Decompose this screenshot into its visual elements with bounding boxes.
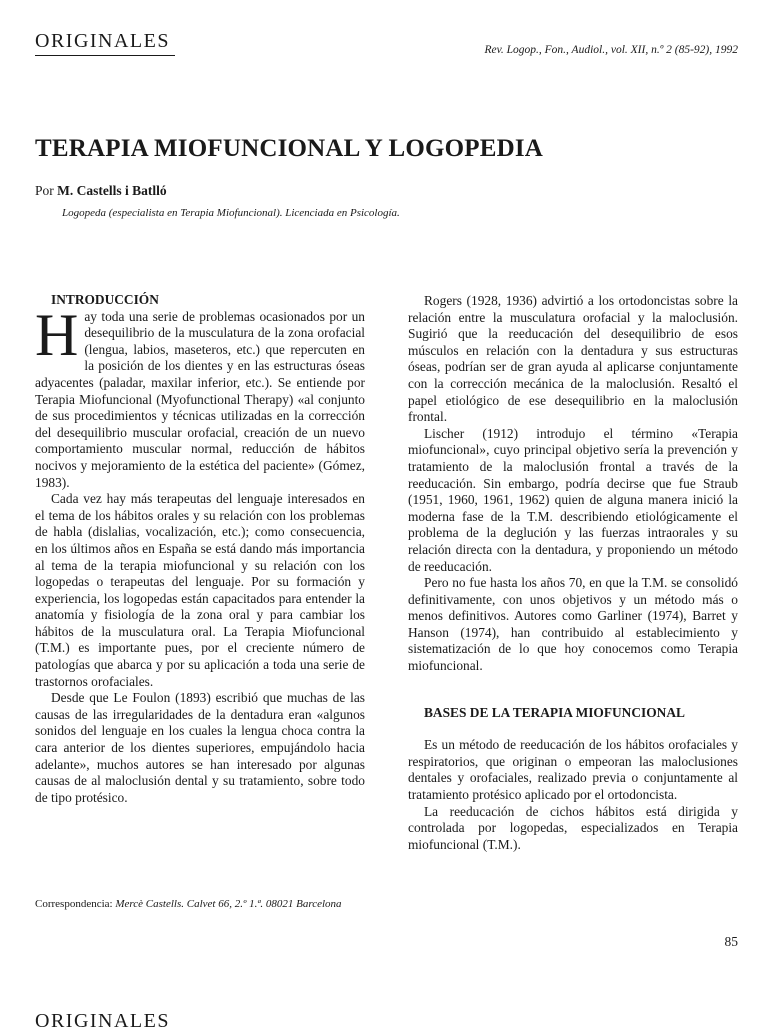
section-heading-bases: BASES DE LA TERAPIA MIOFUNCIONAL — [424, 704, 685, 720]
drop-cap: H — [35, 301, 79, 368]
paragraph-text: ay toda una serie de problemas ocasionados por un desequilibrio de la musculatura de la zona orofacial (lengua, labios, maseteros, etc.) que repercuten en la posición de los dientes y en las estructuras óseas adyacentes (paladar, maxilar inferior, etc.). Se entiende por Terapia Miofuncional (Myofunctional Therapy) «al conjunto de sus procedimientos y técnicas utilizadas en la corrección del desequilibrio muscular orofacial, creación de un nuevo comportamiento muscular normal, reducción de hábitos nocivos y mejoramiento de la estética del paciente» (Gómez, 1983). — [35, 308, 365, 490]
section-label: ORIGINALES — [35, 30, 170, 52]
article-title: TERAPIA MIOFUNCIONAL Y LOGOPEDIA — [35, 135, 544, 162]
paragraph: Pero no fue hasta los años 70, en que la T.M. se consolidó definitivamente, con unos objetivos y un método más o menos definitivos. Autores como Garliner (1974), Barret y Hanson (1974), han contribuido al establecimiento y sistematización de lo que hoy conocemos como Terapia miofuncional. — [408, 575, 738, 674]
paragraph: Rogers (1928, 1936) advirtió a los ortodoncistas sobre la relación entre la musculatura orofacial y la maloclusión. Sugirió que la reeducación del desequilibrio de esos músculos en relación con la dentadura y sus estructuras óseas, podrían ser de gran ayuda al aplicarse conjuntamente con la corrección mecánica de la maloclusión. Resaltó el papel etiológico de ese desequilibrio en la maloclusión frontal. — [408, 293, 738, 425]
section-heading-introduccion: INTRODUCCIÓN — [51, 292, 159, 307]
page-number: 85 — [724, 934, 738, 949]
paragraph: La reeducación de cichos hábitos está dirigida y controlada por logopedas, especializados en Terapia miofuncional (T.M.). — [408, 803, 738, 852]
correspondence-address: Mercè Castells. Calvet 66, 2.º 1.ª. 08021 Barcelona — [115, 898, 342, 910]
author-name: M. Castells i Batlló — [57, 183, 167, 198]
paragraph: Cada vez hay más terapeutas del lenguaje interesados en el tema de los hábitos orales y su relación con los problemas de habla (dislalias, vocalización, etc.); como consecuencia, en los últimos años en España se está dando más importancia al tema de la terapia miofuncional y su relación con los logopedas o terapeutas del lenguaje. Por su formación y experiencia, los logopedas están capacitados para entender la anatomía y fisiología de la zona oral y para cambiar los hábitos de la musculatura oral. La Terapia Miofuncional (T.M.) es importante pues, por el creciente número de patologías que abarca y por su aplicación a toda una serie de trastornos orofaciales. — [35, 491, 365, 689]
author-affiliation: Logopeda (especialista en Terapia Miofuncional). Licenciada en Psicología. — [62, 207, 400, 219]
paragraph — [35, 301, 365, 492]
paragraph: Desde que Le Foulon (1893) escribió que muchas de las causas de las irregularidades de la dentadura eran «algunos sonidos del lenguaje en los cuales la lengua choca contra la cara anterior de los dientes superiores, empujándolo hacia adelante», muchos autores se han interesado por algunas causas de al maloclusión dental y su tratamiento, sobre todo de tipo protésico. — [35, 690, 365, 805]
byline-prefix: Por — [35, 183, 58, 198]
next-page-section-label: ORIGINALES — [35, 1010, 170, 1032]
left-column — [35, 292, 365, 806]
journal-citation: Rev. Logop., Fon., Audiol., vol. XII, n.º 2 (85-92), 1992 — [484, 44, 738, 56]
paragraph: Lischer (1912) introdujo el término «Terapia miofuncional», cuyo principal objetivo sería la prevención y tratamiento de la maloclusión frontal a través de la reeducación. Sin embargo, podría decirse que fue Straub (1951, 1960, 1961, 1962) quien de alguna manera inició la moderna fase de la T.M. describiendo etiológicamente el problema de la deglución y las fuerzas intraorales y su relación directa con la dentadura, y proponiendo un método de reeducación. — [408, 425, 738, 574]
byline — [35, 183, 167, 199]
section-gap — [408, 675, 738, 705]
paragraph: Es un método de reeducación de los hábitos orofaciales y respiratorios, que originan o empeoran las maloclusiones dentales y orofaciales, realizado previa o conjuntamente al tratamiento protésico aplicado por el ortodoncista. — [408, 737, 738, 803]
section-underline — [35, 55, 175, 56]
right-column — [408, 293, 738, 853]
correspondence-note — [35, 898, 342, 910]
correspondence-label: Correspondencia: — [35, 898, 116, 910]
